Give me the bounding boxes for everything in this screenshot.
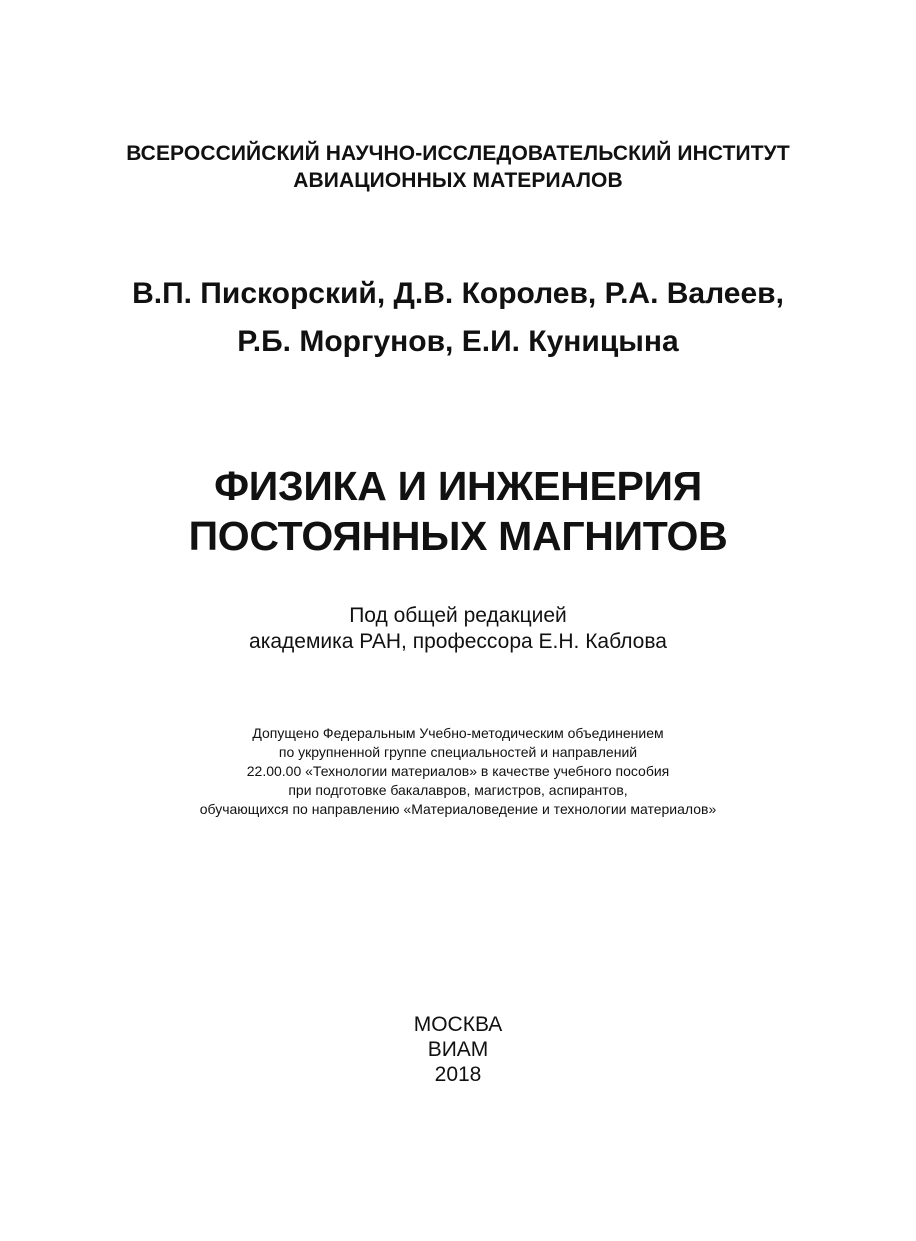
- imprint-publisher: ВИАМ: [427, 1038, 489, 1061]
- institute-name: [0, 140, 916, 194]
- editor-line-1: Под общей редакцией: [349, 604, 567, 627]
- approval-statement: [0, 724, 916, 819]
- title-line-1: ФИЗИКА И ИНЖЕНЕРИЯ: [214, 463, 702, 509]
- institute-line-2: АВИАЦИОННЫХ МАТЕРИАЛОВ: [293, 169, 623, 192]
- authors-line-2: Р.Б. Моргунов, Е.И. Куницына: [237, 325, 679, 358]
- authors: [0, 270, 916, 366]
- title-line-2: ПОСТОЯННЫХ МАГНИТОВ: [188, 513, 728, 559]
- approval-line: по укрупненной группе специальностей и направлений: [278, 744, 638, 760]
- institute-line-1: ВСЕРОССИЙСКИЙ НАУЧНО-ИССЛЕДОВАТЕЛЬСКИЙ ИНСТИТУТ: [126, 142, 790, 165]
- editor-note: [0, 603, 916, 655]
- imprint: [0, 1012, 916, 1087]
- imprint-city: МОСКВА: [413, 1013, 503, 1036]
- editor-line-2: академика РАН, профессора Е.Н. Каблова: [249, 630, 667, 653]
- approval-line: Допущено Федеральным Учебно-методическим объединением: [252, 725, 664, 741]
- approval-line: при подготовке бакалавров, магистров, аспирантов,: [288, 782, 628, 798]
- imprint-year: 2018: [434, 1063, 482, 1086]
- approval-line: обучающихся по направлению «Материаловедение и технологии материалов»: [199, 801, 717, 817]
- book-title: [0, 461, 916, 561]
- authors-line-1: В.П. Пискорский, Д.В. Королев, Р.А. Валеев,: [132, 277, 784, 310]
- approval-line: 22.00.00 «Технологии материалов» в качестве учебного пособия: [246, 763, 670, 779]
